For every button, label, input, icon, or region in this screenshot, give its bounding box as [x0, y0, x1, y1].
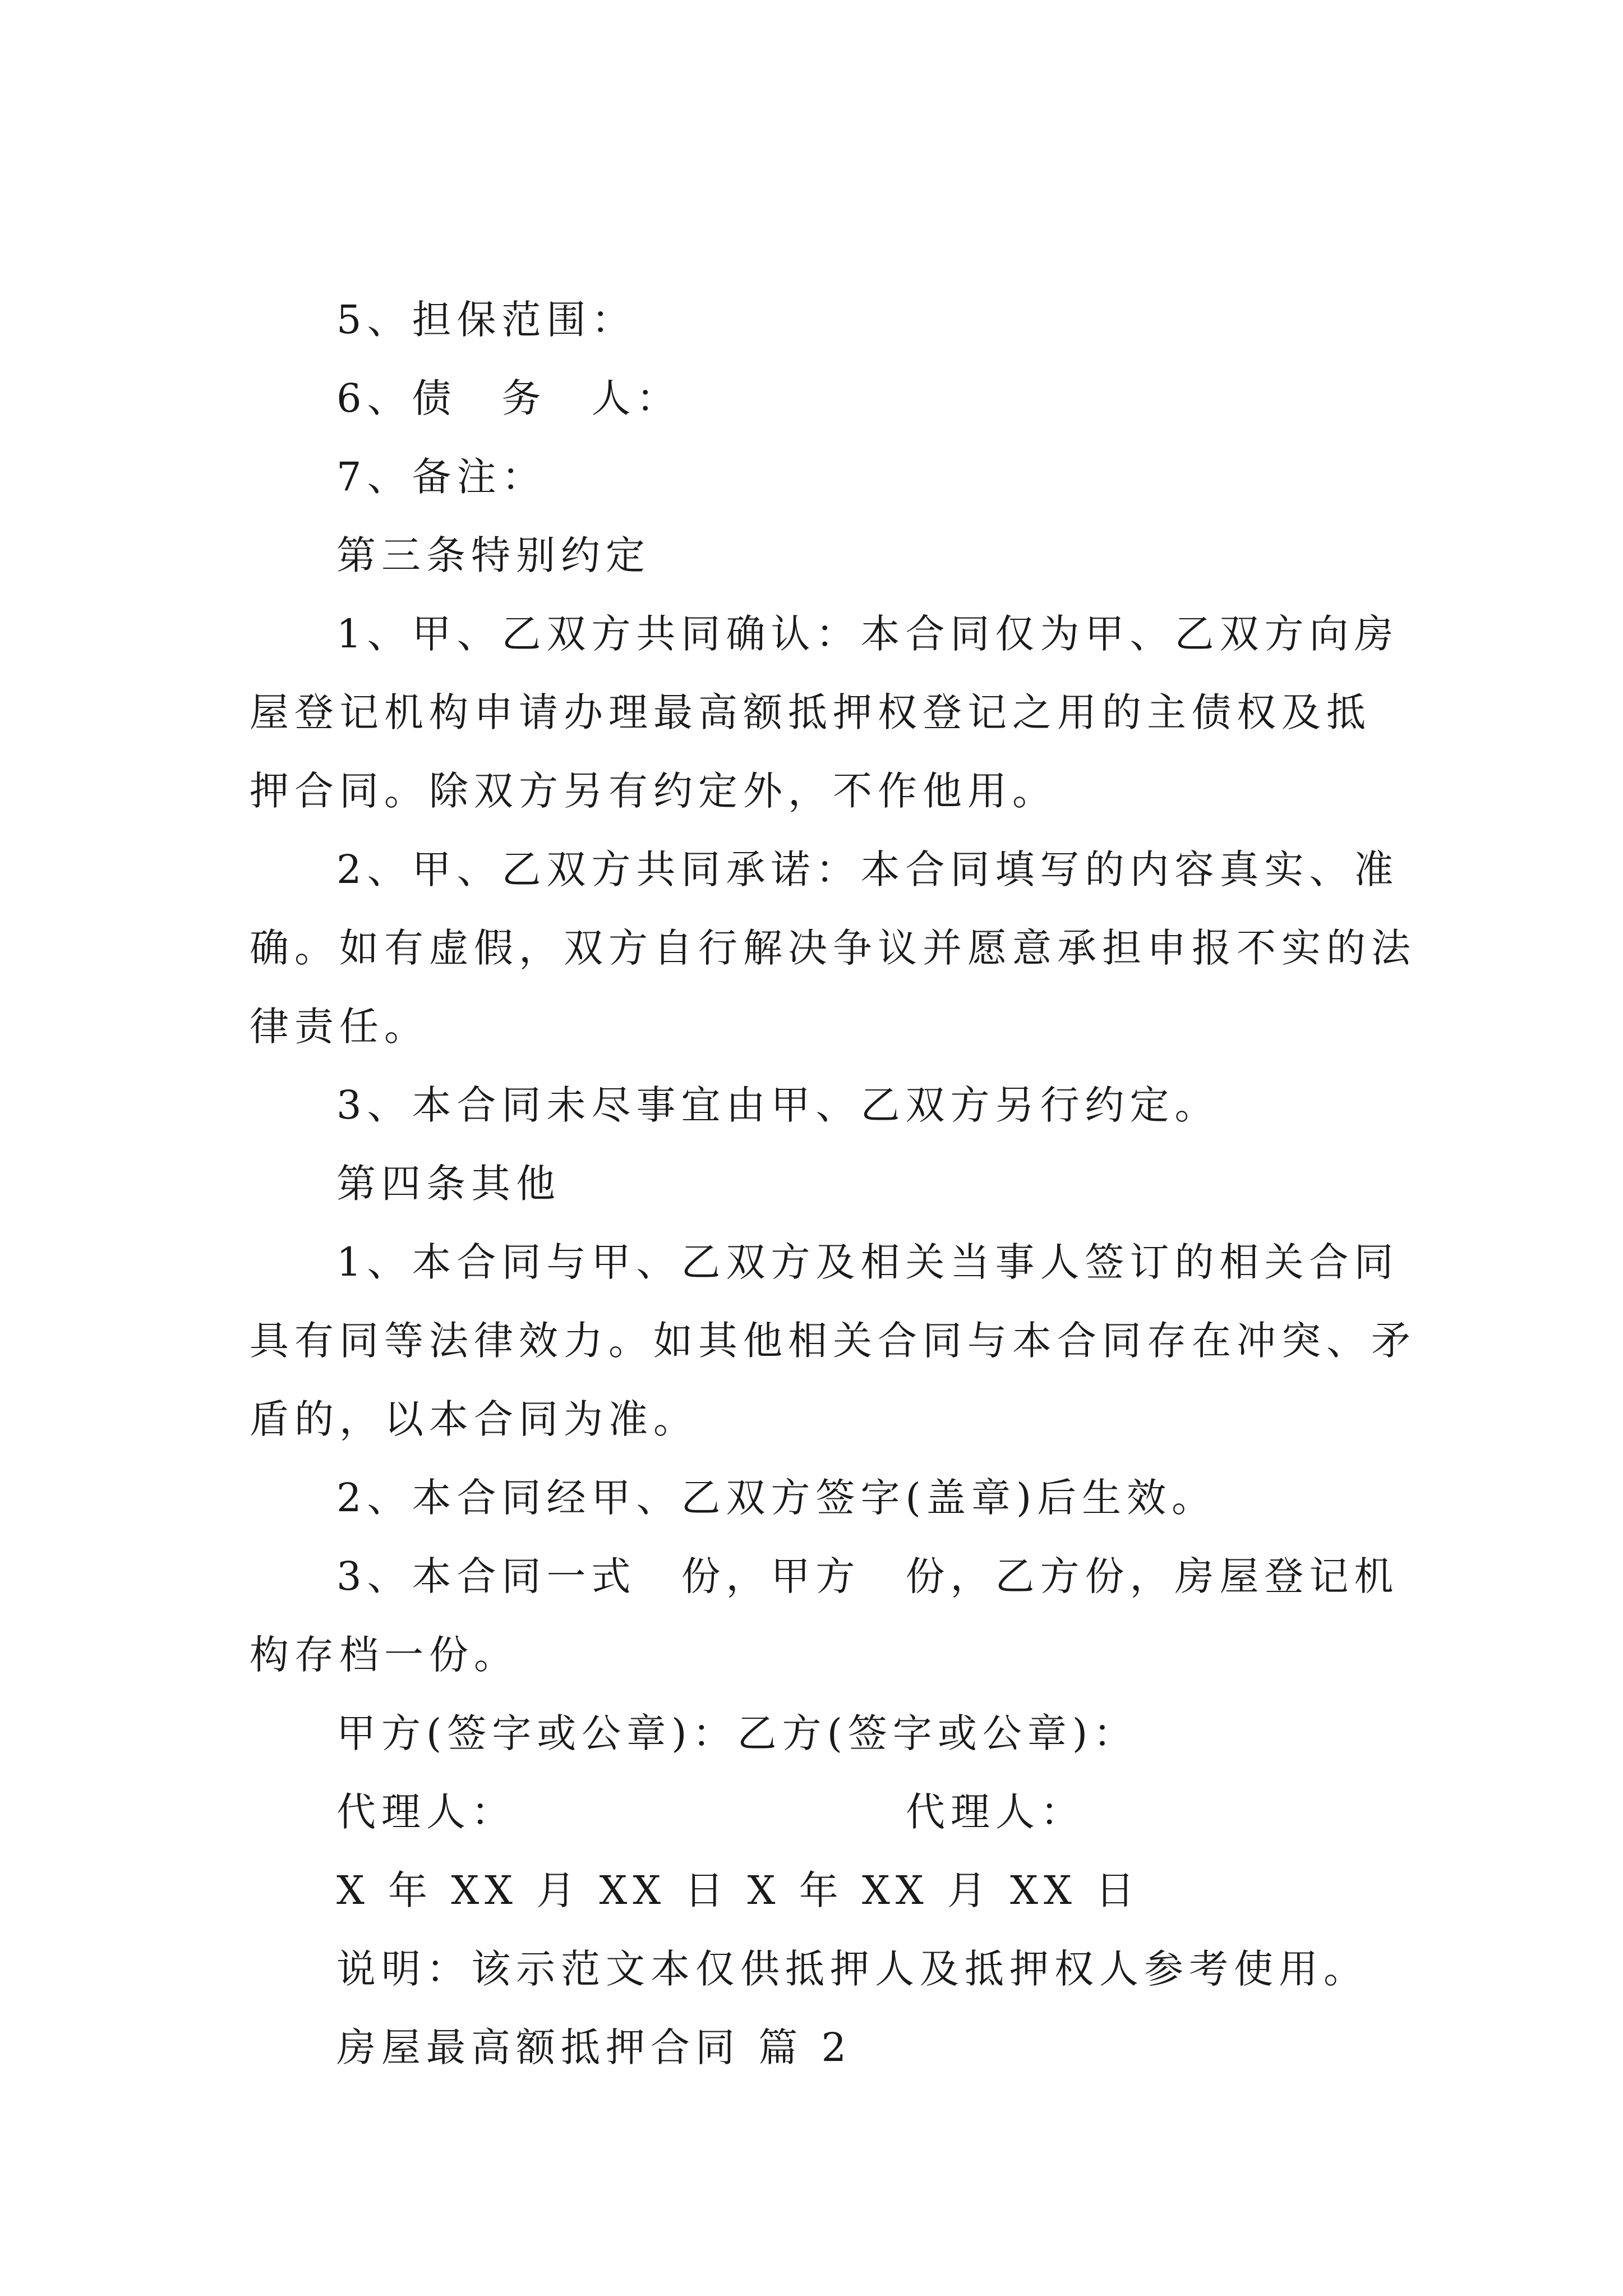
paragraph-line: 构存档一份。 [250, 1632, 519, 1678]
paragraph-line: 1、本合同与甲、乙双方及相关当事人签订的相关合同 [336, 1239, 1399, 1285]
next-section-title: 房屋最高额抵押合同 篇 2 [336, 2024, 852, 2070]
date-line: X 年 XX 月 XX 日 X 年 XX 月 XX 日 [336, 1867, 1141, 1913]
paragraph-line: 具有同等法律效力。如其他相关合同与本合同存在冲突、矛 [250, 1318, 1416, 1364]
explanation-note: 说明：该示范文本仅供抵押人及抵押权人参考使用。 [336, 1946, 1368, 1992]
clause-debtor: 6、债 务 人： [336, 375, 681, 421]
article-3-heading: 第三条特别约定 [336, 532, 651, 578]
article-4-heading: 第四条其他 [336, 1161, 561, 1207]
paragraph-line: 2、本合同经甲、乙双方签字(盖章)后生效。 [336, 1475, 1217, 1521]
paragraph-line: 3、本合同一式 份，甲方 份，乙方份，房屋登记机 [336, 1553, 1399, 1599]
paragraph-line: 律责任。 [250, 1004, 429, 1050]
agent-label-left: 代理人： [336, 1789, 516, 1835]
paragraph-line: 1、甲、乙双方共同确认：本合同仅为甲、乙双方向房 [336, 611, 1399, 657]
agent-label-right: 代理人： [906, 1789, 1085, 1835]
signature-line: 甲方(签字或公章)：乙方(签字或公章)： [336, 1710, 1138, 1756]
clause-guarantee-scope: 5、担保范围： [336, 297, 637, 343]
paragraph-line: 确。如有虚假，双方自行解决争议并愿意承担申报不实的法 [250, 925, 1416, 971]
paragraph-line: 屋登记机构申请办理最高额抵押权登记之用的主债权及抵 [250, 689, 1371, 735]
paragraph-line: 3、本合同未尽事宜由甲、乙双方另行约定。 [336, 1082, 1220, 1128]
paragraph-line: 2、甲、乙双方共同承诺：本合同填写的内容真实、准 [336, 846, 1399, 892]
clause-remarks: 7、备注： [336, 454, 547, 500]
paragraph-line: 押合同。除双方另有约定外，不作他用。 [250, 768, 1057, 814]
paragraph-line: 盾的，以本合同为准。 [250, 1396, 698, 1442]
